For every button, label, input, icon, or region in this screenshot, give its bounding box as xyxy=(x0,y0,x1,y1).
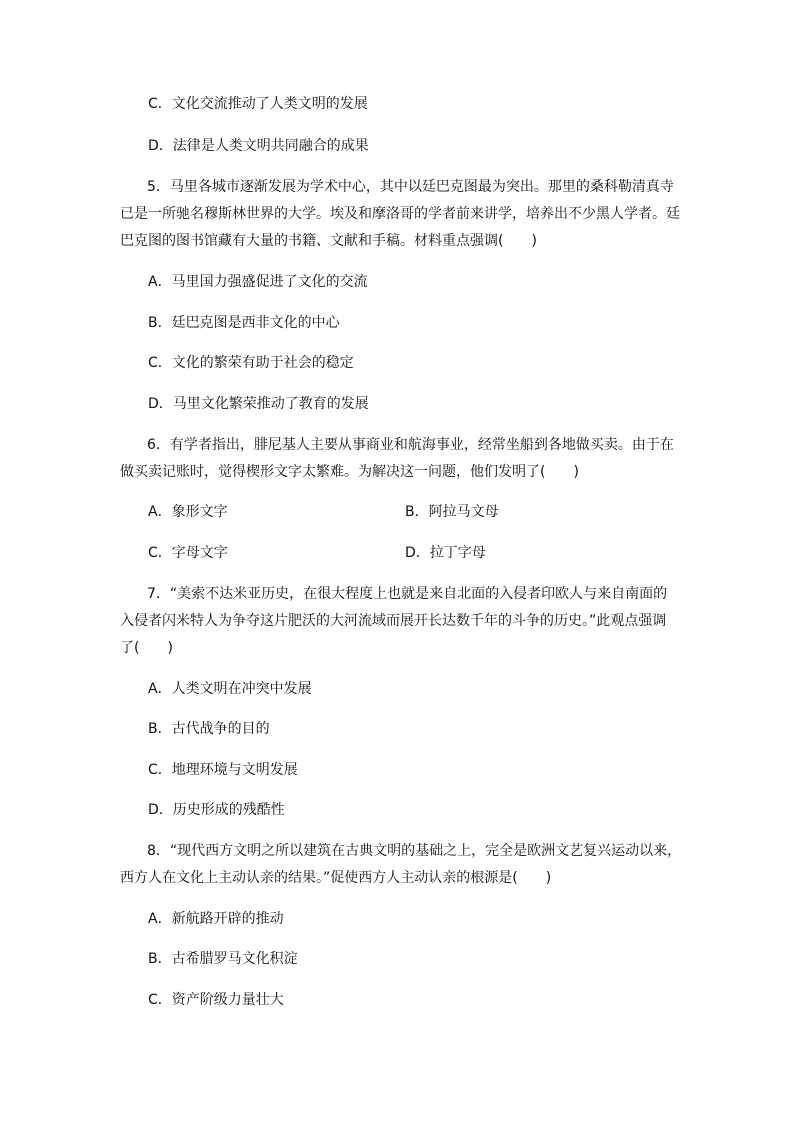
option-5c: C．文化的繁荣有助于社会的稳定 xyxy=(148,355,354,371)
option-8c: C．资产阶级力量壮大 xyxy=(148,992,284,1008)
option-8b: B．古希腊罗马文化积淀 xyxy=(148,951,298,967)
question-5-line-2: 已是一所驰名穆斯林世界的大学。埃及和摩洛哥的学者前来讲学，培养出不少黑人学者。廷 xyxy=(120,206,680,222)
option-6d: D．拉丁字母 xyxy=(405,545,486,561)
option-7c: C．地理环境与文明发展 xyxy=(148,762,298,778)
option-4c: C．文化交流推动了人类文明的发展 xyxy=(148,96,368,112)
option-6c: C．字母文字 xyxy=(148,545,228,561)
option-6a: A．象形文字 xyxy=(148,504,228,520)
option-7b: B．古代战争的目的 xyxy=(148,721,270,737)
option-8a: A．新航路开辟的推动 xyxy=(148,911,284,927)
question-7-line-3: 了( ) xyxy=(120,640,173,656)
question-6-line-1: 6．有学者指出，腓尼基人主要从事商业和航海事业，经常坐船到各地做买卖。由于在 xyxy=(147,437,674,453)
question-6-line-2: 做买卖记账时，觉得楔形文字太繁难。为解决这一问题，他们发明了( ) xyxy=(120,464,579,480)
option-5a: A．马里国力强盛促进了文化的交流 xyxy=(148,274,368,290)
question-7-line-1: 7．“美索不达米亚历史，在很大程度上也就是来自北面的入侵者印欧人与来自南面的 xyxy=(147,586,668,602)
question-8-line-1: 8．“现代西方文明之所以建筑在古典文明的基础之上，完全是欧洲文艺复兴运动以来， xyxy=(147,843,682,859)
option-5b: B．廷巴克图是西非文化的中心 xyxy=(148,315,340,331)
option-7a: A．人类文明在冲突中发展 xyxy=(148,681,312,697)
option-4d: D．法律是人类文明共同融合的成果 xyxy=(148,138,369,154)
option-6b: B．阿拉马文母 xyxy=(405,504,499,520)
option-7d: D．历史形成的残酷性 xyxy=(148,802,285,818)
question-5-line-3: 巴克图的图书馆藏有大量的书籍、文献和手稿。材料重点强调( ) xyxy=(120,233,537,249)
question-5-line-1: 5．马里各城市逐渐发展为学术中心，其中以廷巴克图最为突出。那里的桑科勒清真寺 xyxy=(147,179,674,195)
question-8-line-2: 西方人在文化上主动认亲的结果。”促使西方人主动认亲的根源是( ) xyxy=(120,870,552,886)
question-7-line-2: 入侵者闪米特人为争夺这片肥沃的大河流域而展开长达数千年的斗争的历史。”此观点强调 xyxy=(120,613,667,629)
option-5d: D．马里文化繁荣推动了教育的发展 xyxy=(148,396,369,412)
